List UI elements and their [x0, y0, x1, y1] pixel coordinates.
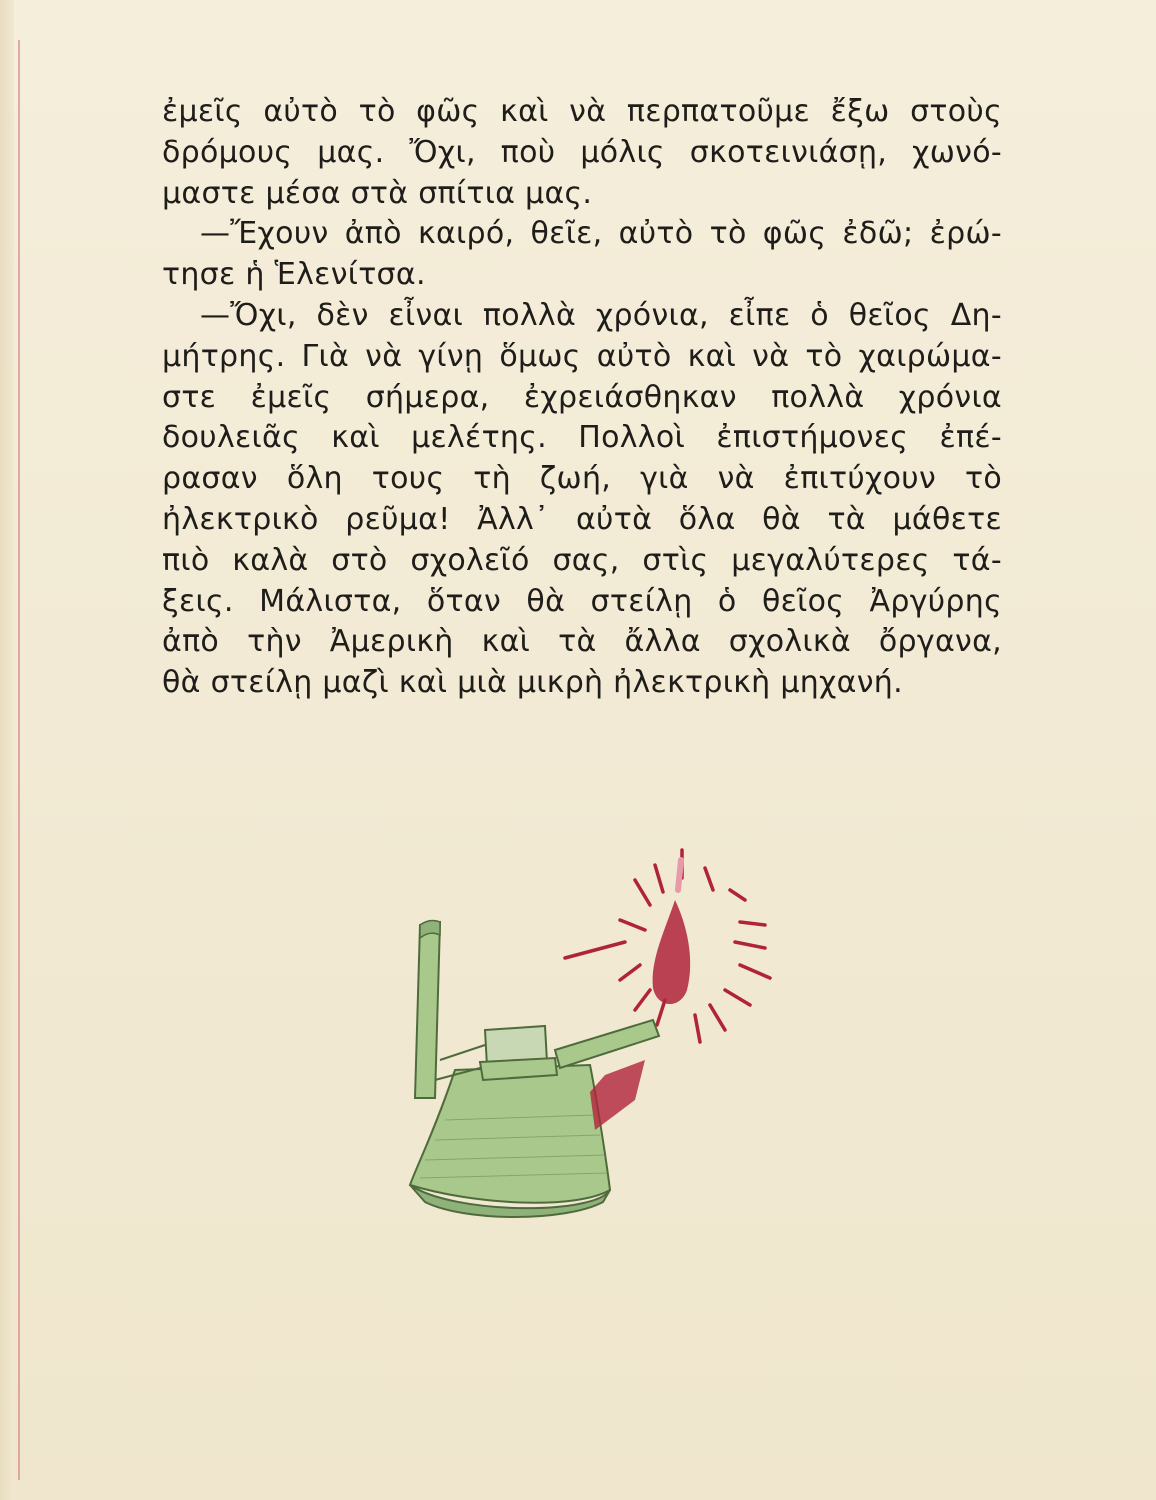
- text-line-10: ρασαν ὅλη τους τὴ ζωή, γιὰ νὰ ἐπιτύχουν τὸ: [162, 461, 1002, 497]
- page-binding-edge: [0, 0, 14, 1500]
- text-line-7: μήτρης. Γιὰ νὰ γίνῃ ὅμως αὐτὸ καὶ νὰ τὸ χαιρώμα-: [162, 338, 1002, 374]
- text-line-14: ἀπὸ τὴν Ἀμερικὴ καὶ τὰ ἄλλα σχολικὰ ὄργανα,: [162, 624, 1002, 660]
- text-line-1: ἐμεῖς αὐτὸ τὸ φῶς καὶ νὰ περπατοῦμε ἔξω στοὺς: [162, 94, 1002, 129]
- text-line-15: θὰ στείλῃ μαζὶ καὶ μιὰ μικρὴ ἠλεκτρικὴ μηχανή.: [162, 665, 903, 701]
- text-line-9: δουλειᾶς καὶ μελέτης. Πολλοὶ ἐπιστήμονες ἐπέ-: [162, 420, 1002, 456]
- body-text: [162, 92, 1002, 704]
- oil-lamp-illustration: [395, 830, 815, 1260]
- text-line-8: στε ἐμεῖς σήμερα, ἐχρειάσθηκαν πολλὰ χρόνια: [162, 379, 1002, 415]
- lamp-body: [410, 921, 659, 1217]
- text-line-13: ξεις. Μάλιστα, ὅταν θὰ στείλῃ ὁ θεῖος Ἀργύρης: [162, 583, 1002, 619]
- text-line-12: πιὸ καλὰ στὸ σχολεῖό σας, στὶς μεγαλύτερες τά-: [162, 542, 1002, 578]
- margin-mark: [18, 40, 20, 1480]
- text-line-11: ἠλεκτρικὸ ρεῦμα! Ἀλλ᾽ αὐτὰ ὅλα θὰ τὰ μάθετε: [162, 501, 1002, 537]
- text-line-5: τησε ἡ Ἑλενίτσα.: [162, 257, 426, 293]
- text-line-6: —Ὄχι, δὲν εἶναι πολλὰ χρόνια, εἶπε ὁ θεῖος Δη-: [200, 297, 1002, 333]
- text-line-2: δρόμους μας. Ὄχι, ποὺ μόλις σκοτεινιάσῃ, χωνό-: [162, 134, 1002, 170]
- text-line-3: μαστε μέσα στὰ σπίτια μας.: [162, 175, 593, 211]
- flame: [653, 900, 691, 1004]
- text-line-4: —Ἔχουν ἀπὸ καιρό, θεῖε, αὐτὸ τὸ φῶς ἐδῶ; ἐρώ-: [200, 216, 1002, 252]
